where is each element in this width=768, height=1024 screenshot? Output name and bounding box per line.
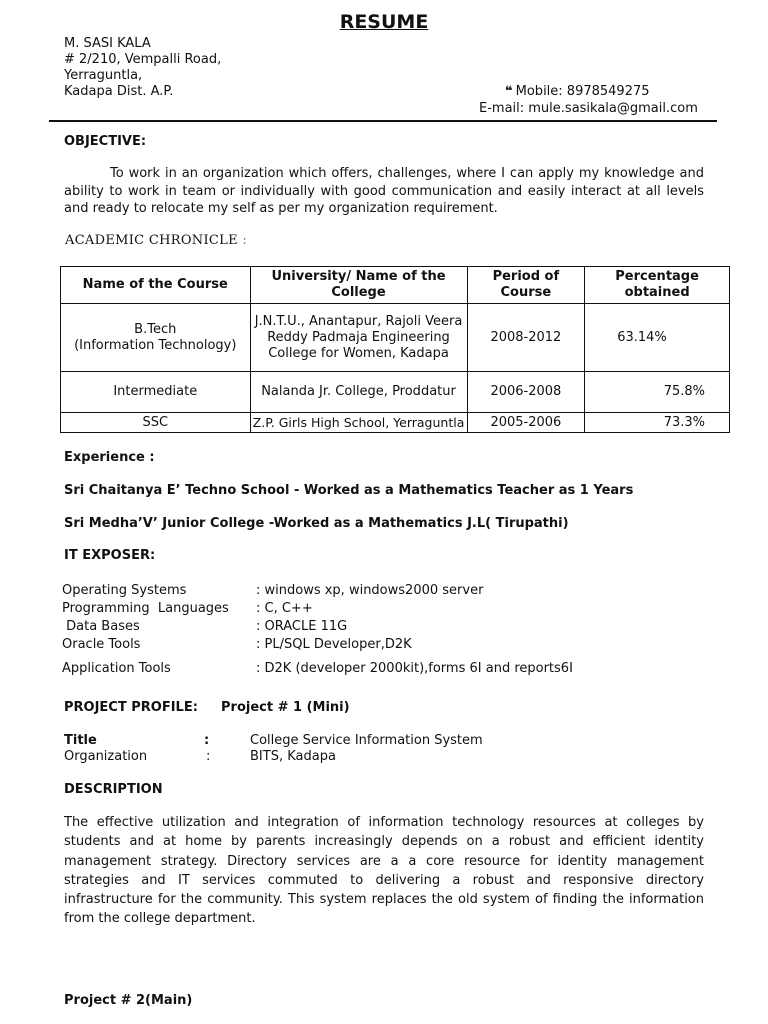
course-name: B.Tech bbox=[134, 321, 177, 337]
experience-item-2: Sri Medha’V’ Junior College -Worked as a Mathematics J.L( Tirupathi) bbox=[64, 516, 569, 531]
it-label-oracle-tools: Oracle Tools bbox=[62, 637, 141, 652]
percentage-cell: 63.14% bbox=[585, 304, 730, 372]
table-row bbox=[61, 372, 730, 413]
phone-icon: ❝ bbox=[505, 84, 513, 99]
project-org-value: BITS, Kadapa bbox=[250, 749, 336, 764]
address-line-3: Kadapa Dist. A.P. bbox=[64, 84, 174, 99]
table-row bbox=[61, 413, 730, 433]
objective-heading: OBJECTIVE: bbox=[64, 134, 147, 149]
table-header-row bbox=[61, 267, 730, 304]
it-value-oracle-tools: : PL/SQL Developer,D2K bbox=[256, 637, 412, 652]
it-value-app-tools: : D2K (developer 2000kit),forms 6I and reports6I bbox=[256, 661, 573, 676]
academic-heading bbox=[65, 233, 247, 248]
project-title-colon: : bbox=[204, 733, 210, 748]
col-header-course: Name of the Course bbox=[61, 267, 251, 304]
project-title-value: College Service Information System bbox=[250, 733, 483, 748]
col-header-period: Period of Course bbox=[467, 267, 585, 304]
table-row bbox=[61, 304, 730, 372]
experience-heading: Experience : bbox=[64, 450, 155, 465]
description-heading: DESCRIPTION bbox=[64, 782, 163, 797]
it-value-databases: : ORACLE 11G bbox=[256, 619, 348, 634]
academic-heading-label: ACADEMIC CHRONICLE bbox=[65, 233, 238, 248]
candidate-name: M. SASI KALA bbox=[64, 36, 151, 51]
period-cell: 2008-2012 bbox=[467, 304, 585, 372]
percentage-cell: 73.3% bbox=[585, 413, 730, 433]
course-branch: (Information Technology) bbox=[74, 337, 237, 353]
mobile-row bbox=[505, 84, 650, 99]
college-cell: Nalanda Jr. College, Proddatur bbox=[250, 372, 467, 413]
it-label-app-tools: Application Tools bbox=[62, 661, 171, 676]
it-value-os: : windows xp, windows2000 server bbox=[256, 583, 484, 598]
academic-heading-colon: : bbox=[242, 233, 247, 248]
it-label-languages: Programming Languages bbox=[62, 601, 229, 616]
college-cell: Z.P. Girls High School, Yerraguntla bbox=[250, 413, 467, 433]
objective-text: To work in an organization which offers, challenges, where I can apply my knowledge and ability to work in team or individually with good communication and easily interact at all levels and ready to relocate my self as per my organization requirement. bbox=[64, 166, 704, 216]
period-cell: 2005-2006 bbox=[467, 413, 585, 433]
resume-title: RESUME bbox=[339, 11, 429, 33]
it-value-languages: : C, C++ bbox=[256, 601, 313, 616]
college-cell: J.N.T.U., Anantapur, Rajoli Veera Reddy Padmaja Engineering College for Women, Kadapa bbox=[250, 304, 467, 372]
col-header-percentage: Percentage obtained bbox=[585, 267, 730, 304]
it-exposer-heading: IT EXPOSER: bbox=[64, 548, 156, 563]
course-cell bbox=[61, 304, 251, 372]
address-line-1: # 2/210, Vempalli Road, bbox=[64, 52, 222, 67]
project-profile-heading: PROJECT PROFILE: bbox=[64, 700, 198, 715]
it-label-os: Operating Systems bbox=[62, 583, 187, 598]
mobile-number: Mobile: 8978549275 bbox=[515, 84, 650, 99]
course-cell: Intermediate bbox=[61, 372, 251, 413]
address-line-2: Yerraguntla, bbox=[64, 68, 143, 83]
experience-item-1: Sri Chaitanya E’ Techno School - Worked as a Mathematics Teacher as 1 Years bbox=[64, 483, 634, 498]
description-text: The effective utilization and integration of information technology resources at colleges by students and at home by parents increasingly depends on a robust and efficient identity management strategy. Directory services are a a core resource for identity management strategies and IT services commuted to delivering a robust and responsive directory infrastructure for the community. This system replaces the old system of finding the information from the college department. bbox=[64, 815, 704, 927]
percentage-cell: 75.8% bbox=[585, 372, 730, 413]
email: E-mail: mule.sasikala@gmail.com bbox=[479, 101, 698, 116]
project-1-title: Project # 1 (Mini) bbox=[221, 700, 350, 715]
course-cell: SSC bbox=[61, 413, 251, 433]
header-divider bbox=[49, 120, 717, 122]
period-cell: 2006-2008 bbox=[467, 372, 585, 413]
project-title-label: Title bbox=[64, 733, 97, 748]
academic-table bbox=[60, 266, 730, 433]
project-org-colon: : bbox=[206, 749, 211, 764]
project-org-label: Organization bbox=[64, 749, 148, 764]
col-header-college: University/ Name of the College bbox=[250, 267, 467, 304]
it-label-databases: Data Bases bbox=[62, 619, 140, 634]
project-2-title: Project # 2(Main) bbox=[64, 993, 193, 1008]
